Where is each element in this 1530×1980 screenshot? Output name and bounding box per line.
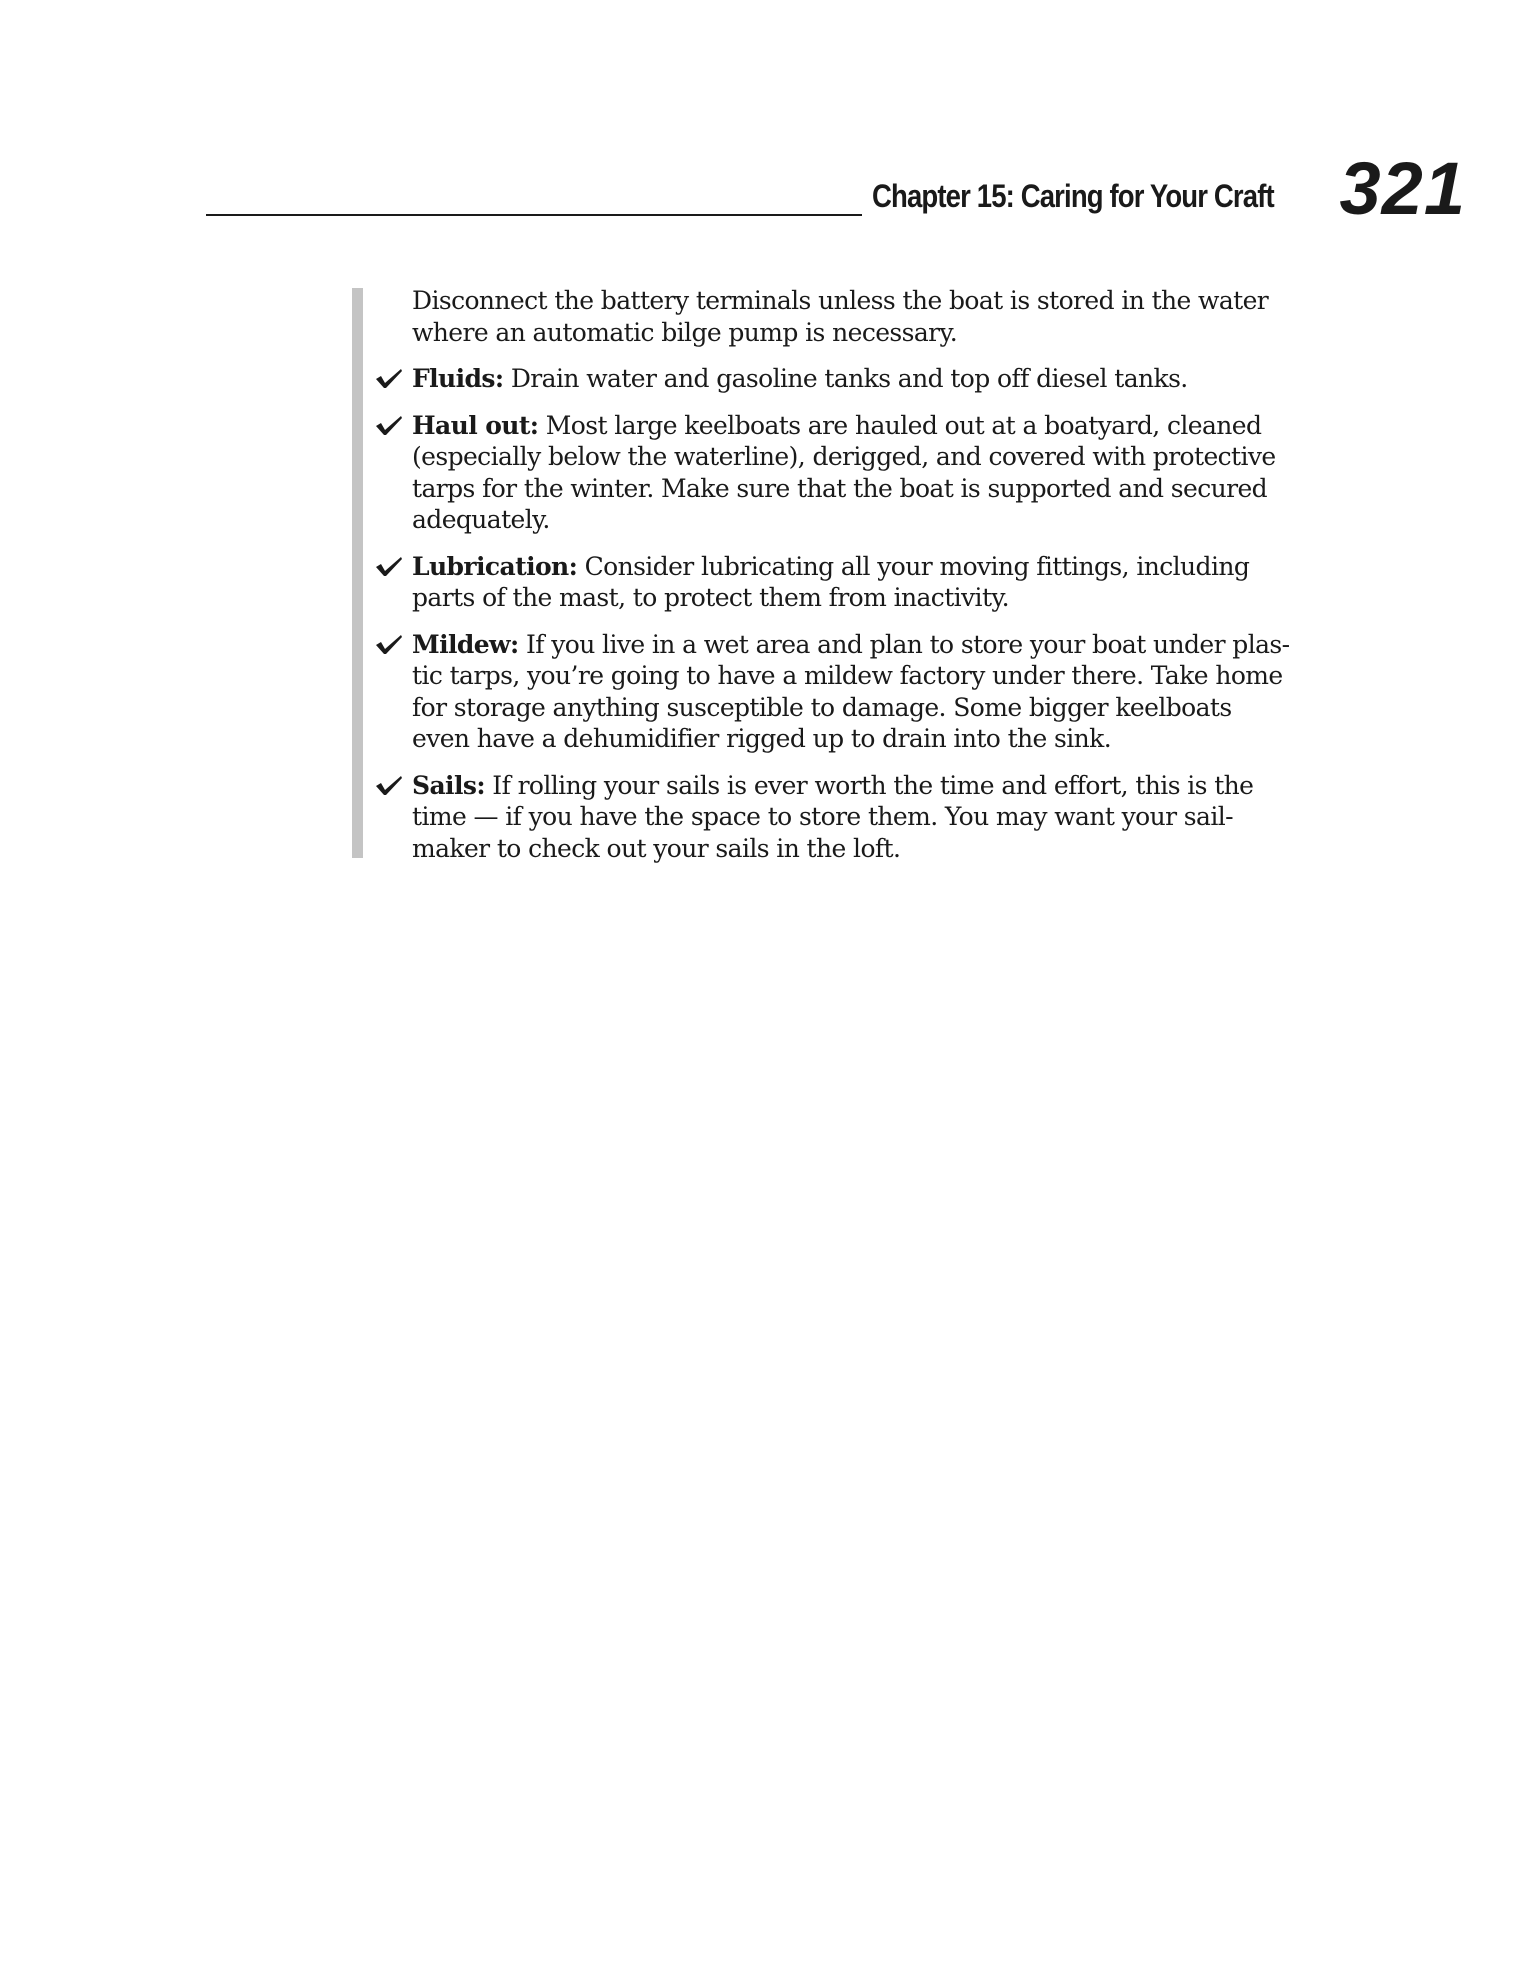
item-text: Drain water and gasoline tanks and top off diesel tanks. <box>503 364 1188 393</box>
item-text: If rolling your sails is ever worth the time and effort, this is the time — if you have the space to store them. You may want your sailmaker to check out your sails in the loft. <box>412 770 1254 863</box>
item-text: Most large keelboats are hauled out at a boatyard, cleaned (especially below the waterline), derigged, and covered with protective tarps for the winter. Make sure that the boat is supported and secured adequately. <box>412 410 1276 534</box>
list-item-fluids <box>412 363 1292 395</box>
item-term: Fluids: <box>412 364 504 393</box>
item-term: Sails: <box>412 770 485 800</box>
item-text: If you live in a wet area and plan to store your boat under plastic tarps, you’re going to have a mildew factory under there. Take home for storage anything susceptible to damage. Some bigger keelboats even have a dehumidifier rigged up to drain into the sink. <box>412 629 1291 753</box>
checkmark-icon <box>374 773 404 797</box>
sidebar-bar <box>352 288 363 858</box>
checkmark-icon <box>374 554 404 578</box>
list-item-mildew <box>412 629 1292 755</box>
list-item-lubrication <box>412 551 1292 614</box>
checkmark-icon <box>374 413 404 437</box>
item-text: Consider lubricating all your moving fittings, including parts of the mast, to protect them from inactivity. <box>412 551 1250 612</box>
list-item-haul-out <box>412 410 1292 536</box>
intro-paragraph: Disconnect the battery terminals unless the boat is stored in the water where an automatic bilge pump is necessary. <box>412 286 1269 347</box>
item-term: Lubrication: <box>412 551 578 581</box>
page-number: 321 <box>1339 147 1466 230</box>
checkmark-icon <box>374 632 404 656</box>
checkmark-icon <box>374 366 404 390</box>
item-term: Mildew: <box>412 629 519 659</box>
page-content <box>352 285 1312 879</box>
chapter-title: Chapter 15: Caring for Your Craft <box>872 178 1274 214</box>
header-rule <box>206 214 862 216</box>
list-item-sails <box>412 770 1292 865</box>
item-term: Haul out: <box>412 410 539 440</box>
page-header <box>206 147 1466 240</box>
